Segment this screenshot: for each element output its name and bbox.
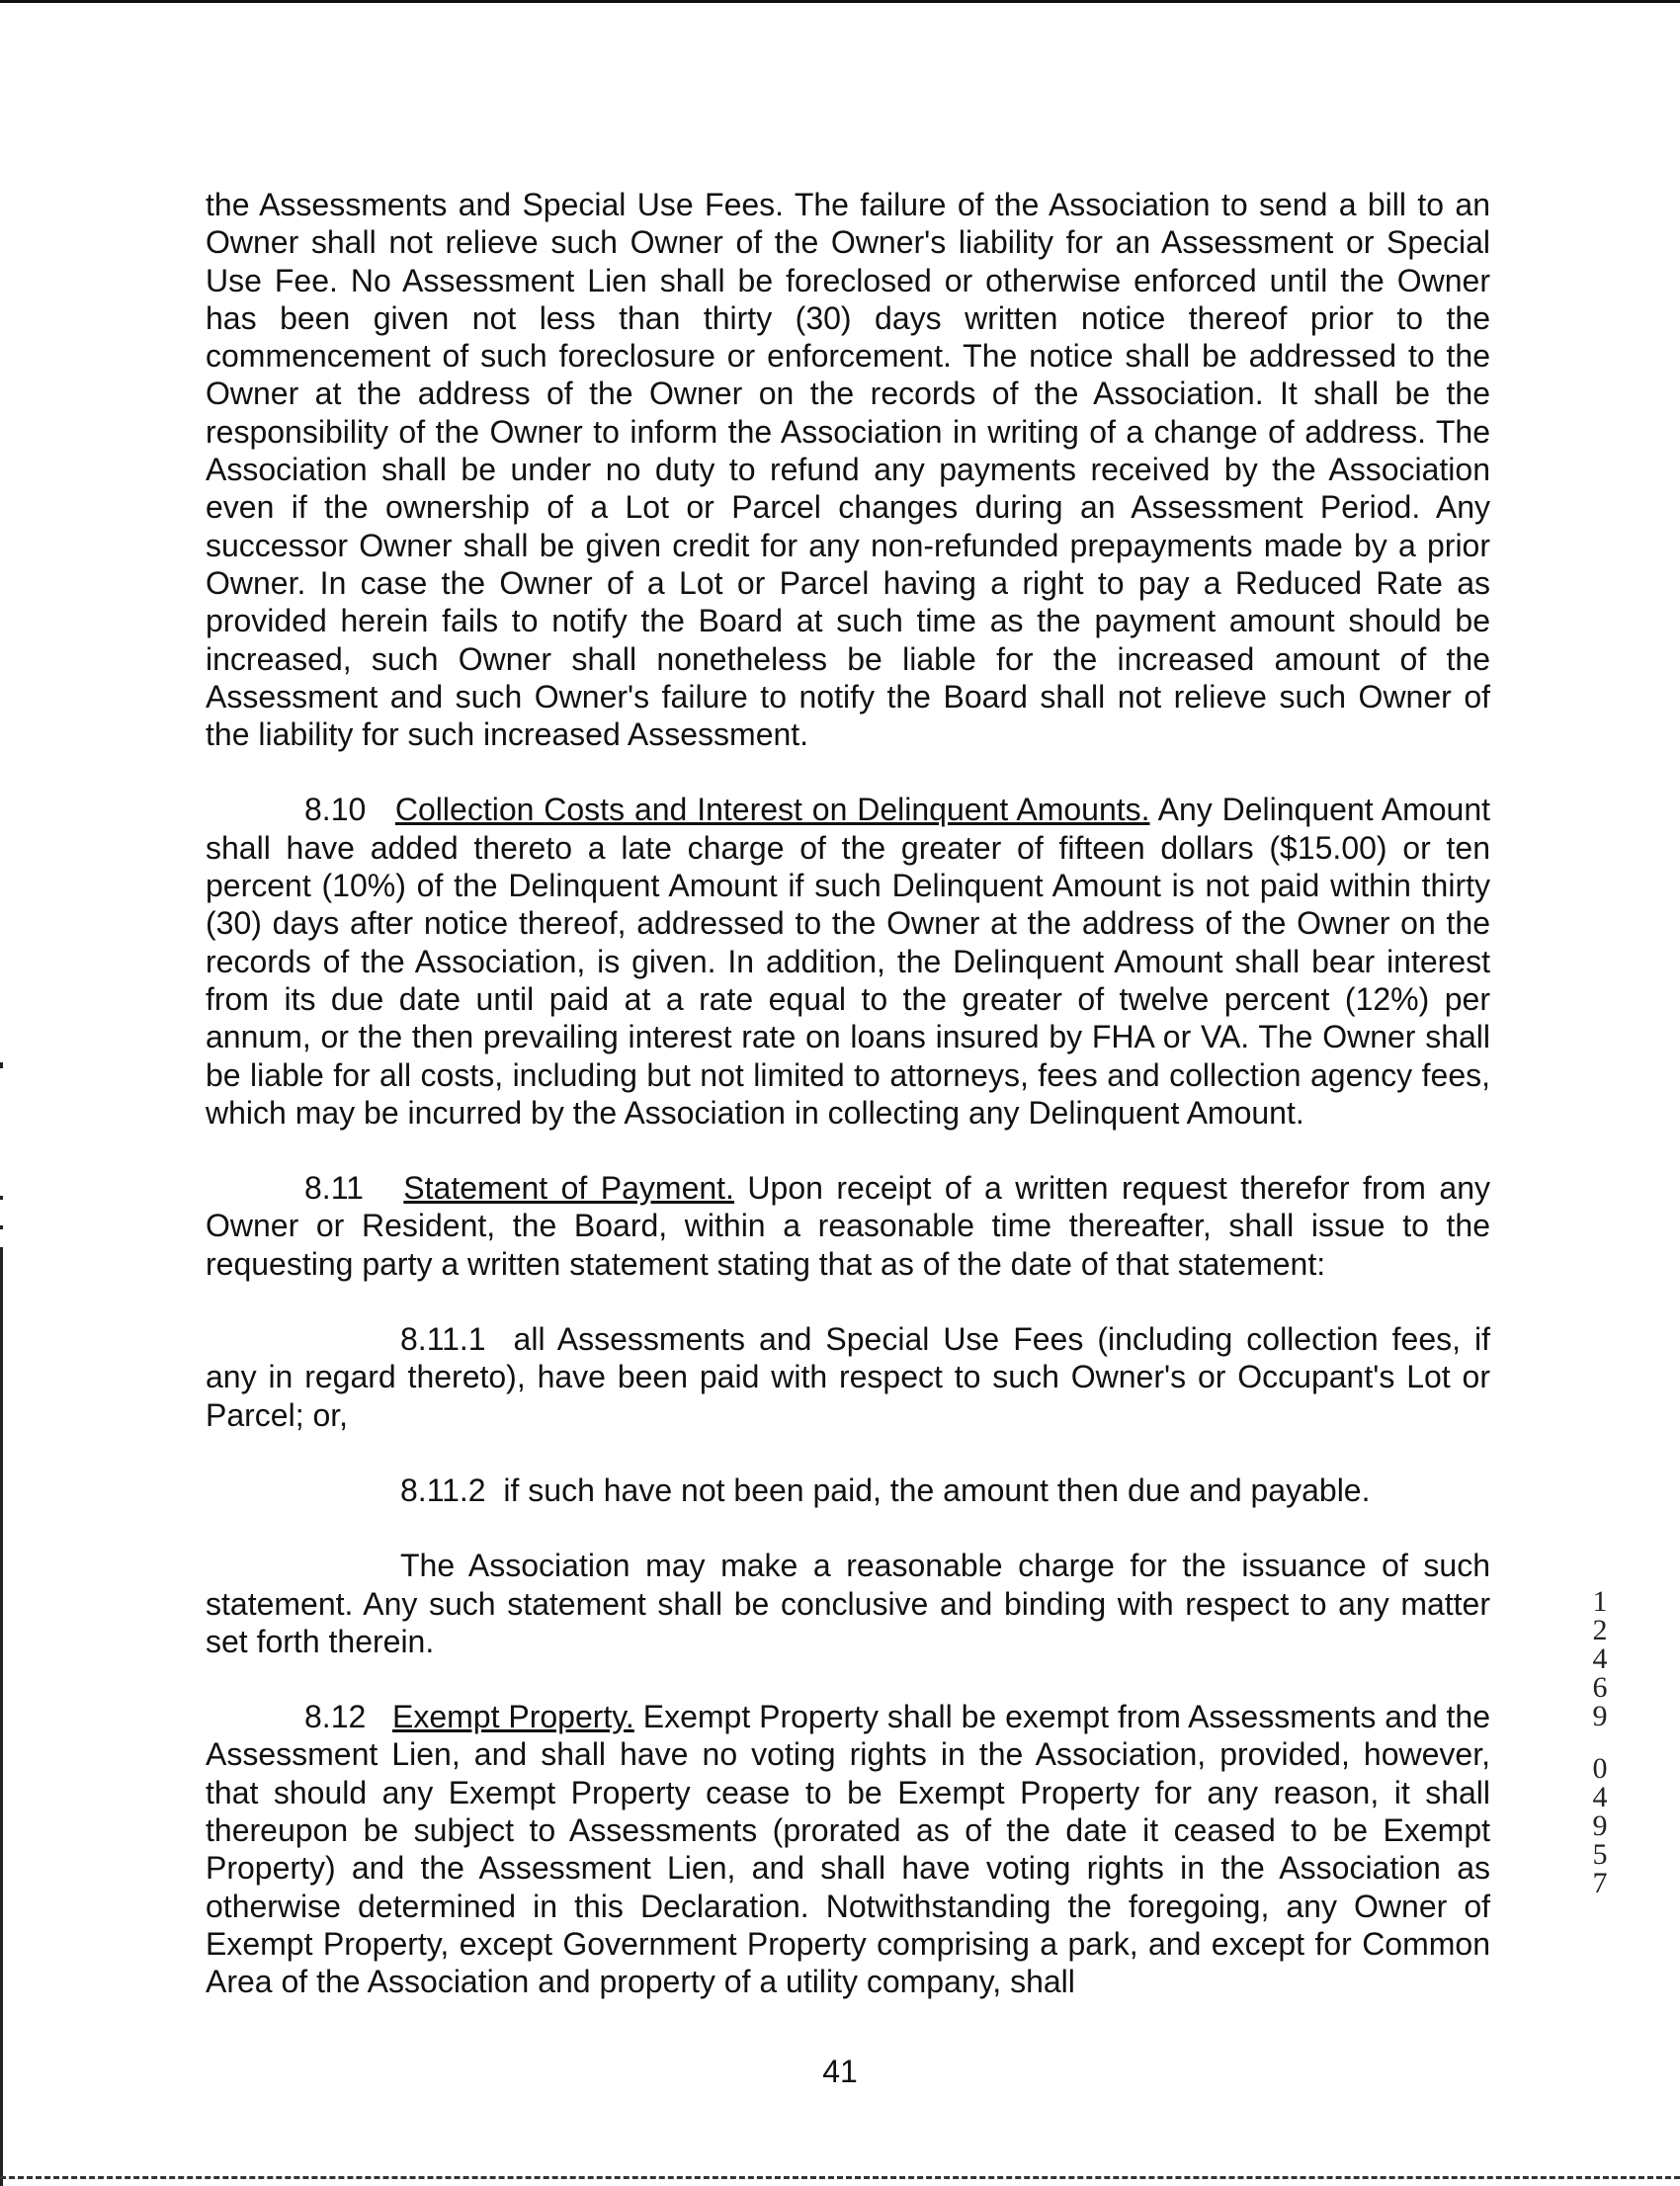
page-number: 41: [822, 2054, 858, 2089]
stamp-digit: 9: [1592, 1809, 1608, 1842]
scan-border-top: [0, 0, 1680, 3]
section-heading: Exempt Property.: [391, 1699, 634, 1735]
section-text: Exempt Property shall be exempt from Assessments and the Assessment Lien, and shall have no voting rights in the Association, provided, however, that should any Exempt Property cease to be Exempt Property for any reason, it shall thereupon be subject to Assessments (prorated as of the date it ceased to be Exempt Property) and the Assessment Lien, and shall have voting rights in the Association as otherwise determined in this Declaration. Notwithstanding the foregoing, any Owner of Exempt Property, except Government Property comprising a park, and except for Common Area of the Association and property of a utility company, shall: [206, 1699, 1491, 2000]
subsection-number: 8.11.2: [400, 1471, 486, 1508]
section-number: 8.12: [304, 1699, 367, 1735]
stamp-digit: 9: [1592, 1700, 1608, 1732]
section-number: 8.10: [304, 792, 367, 828]
stamp-digit: 4: [1592, 1642, 1608, 1675]
subsection-text: all Assessments and Special Use Fees (including collection fees, if any in regard thereto), have been paid with respect to such Owner's or Occupant's Lot or Parcel; or,: [206, 1321, 1491, 1433]
stamp-digit: 6: [1592, 1671, 1608, 1704]
paragraph-text: the Assessments and Special Use Fees. The failure of the Association to send a bill to an Owner shall not relieve such Owner of the Owner's liability for an Assessment or Special Use Fee. No Assessment Lien shall be foreclosed or otherwise enforced until the Owner has been given not less than thirty (30) days written notice thereof prior to the commencement of such foreclosure or enforcement. The notice shall be addressed to the Owner at the address of the Owner on the records of the Association. It shall be the responsibility of the Owner to inform the Association in writing of a change of address. The Association shall be under no duty to refund any payments received by the Association even if the ownership of a Lot or Parcel changes during an Assessment Period. Any successor Owner shall be given credit for any non-refunded prepayments made by a prior Owner. In case the Owner of a Lot or Parcel having a right to pay a Reduced Rate as provided herein fails to notify the Board at such time as the payment amount should be increased, such Owner shall nonetheless be liable for the increased amount of the Assessment and such Owner's failure to notify the Board shall not relieve such Owner of the liability for such increased Assessment.: [206, 187, 1490, 753]
section-number: 8.11: [304, 1170, 364, 1207]
stamp-digit: 7: [1592, 1867, 1608, 1899]
scan-edge-mark: [0, 1062, 3, 1068]
scan-border-bottom: [0, 2176, 1680, 2179]
scan-edge-mark: [0, 1196, 3, 1200]
paragraph-continuation: [206, 186, 1490, 753]
stamp-digit: 1: [1592, 1585, 1608, 1618]
document-body: [206, 186, 1490, 2038]
recording-stamp: [1585, 1587, 1615, 1897]
subsection-8-11-2: [206, 1471, 1490, 1509]
section-heading: Statement of Payment.: [403, 1170, 734, 1207]
section-heading: Collection Costs and Interest on Delinquent Amounts.: [394, 792, 1150, 828]
paragraph-statement-charge: [206, 1547, 1490, 1660]
stamp-digit: 5: [1592, 1838, 1608, 1871]
scan-edge-mark: [0, 1225, 3, 1229]
stamp-digit: 4: [1592, 1781, 1608, 1813]
subsection-number: 8.11.1: [400, 1321, 486, 1358]
section-8-11: [206, 1169, 1490, 1283]
section-text: Any Delinquent Amount shall have added thereto a late charge of the greater of fifteen dollars ($15.00) or ten percent (10%) of the Delinquent Amount if such Delinquent Amount is not paid within thirty (30) days after notice thereof, addressed to the Owner at the address of the Owner on the records of the Association, is given. In addition, the Delinquent Amount shall bear interest from its due date until paid at a rate equal to the greater of twelve percent (12%) per annum, or the then prevailing interest rate on loans insured by FHA or VA. The Owner shall be liable for all costs, including but not limited to attorneys, fees and collection agency fees, which may be incurred by the Association in collecting any Delinquent Amount.: [206, 792, 1491, 1131]
subsection-8-11-1: [206, 1320, 1490, 1434]
scan-edge-bar: [0, 1247, 3, 2186]
section-text: Upon receipt of a written request therefor from any Owner or Resident, the Board, within a reasonable time thereafter, shall issue to the requesting party a written statement stating that as of the date of that statement:: [206, 1170, 1491, 1282]
stamp-digit: 2: [1592, 1614, 1608, 1646]
section-8-12: [206, 1698, 1490, 2000]
stamp-gap: [1585, 1730, 1615, 1754]
subsection-text: if such have not been paid, the amount then due and payable.: [503, 1471, 1371, 1508]
paragraph-text: The Association may make a reasonable charge for the issuance of such statement. Any such statement shall be conclusive and binding with respect to any matter set forth therein.: [206, 1548, 1490, 1659]
stamp-digit: 0: [1592, 1752, 1608, 1785]
section-8-10: [206, 791, 1490, 1132]
